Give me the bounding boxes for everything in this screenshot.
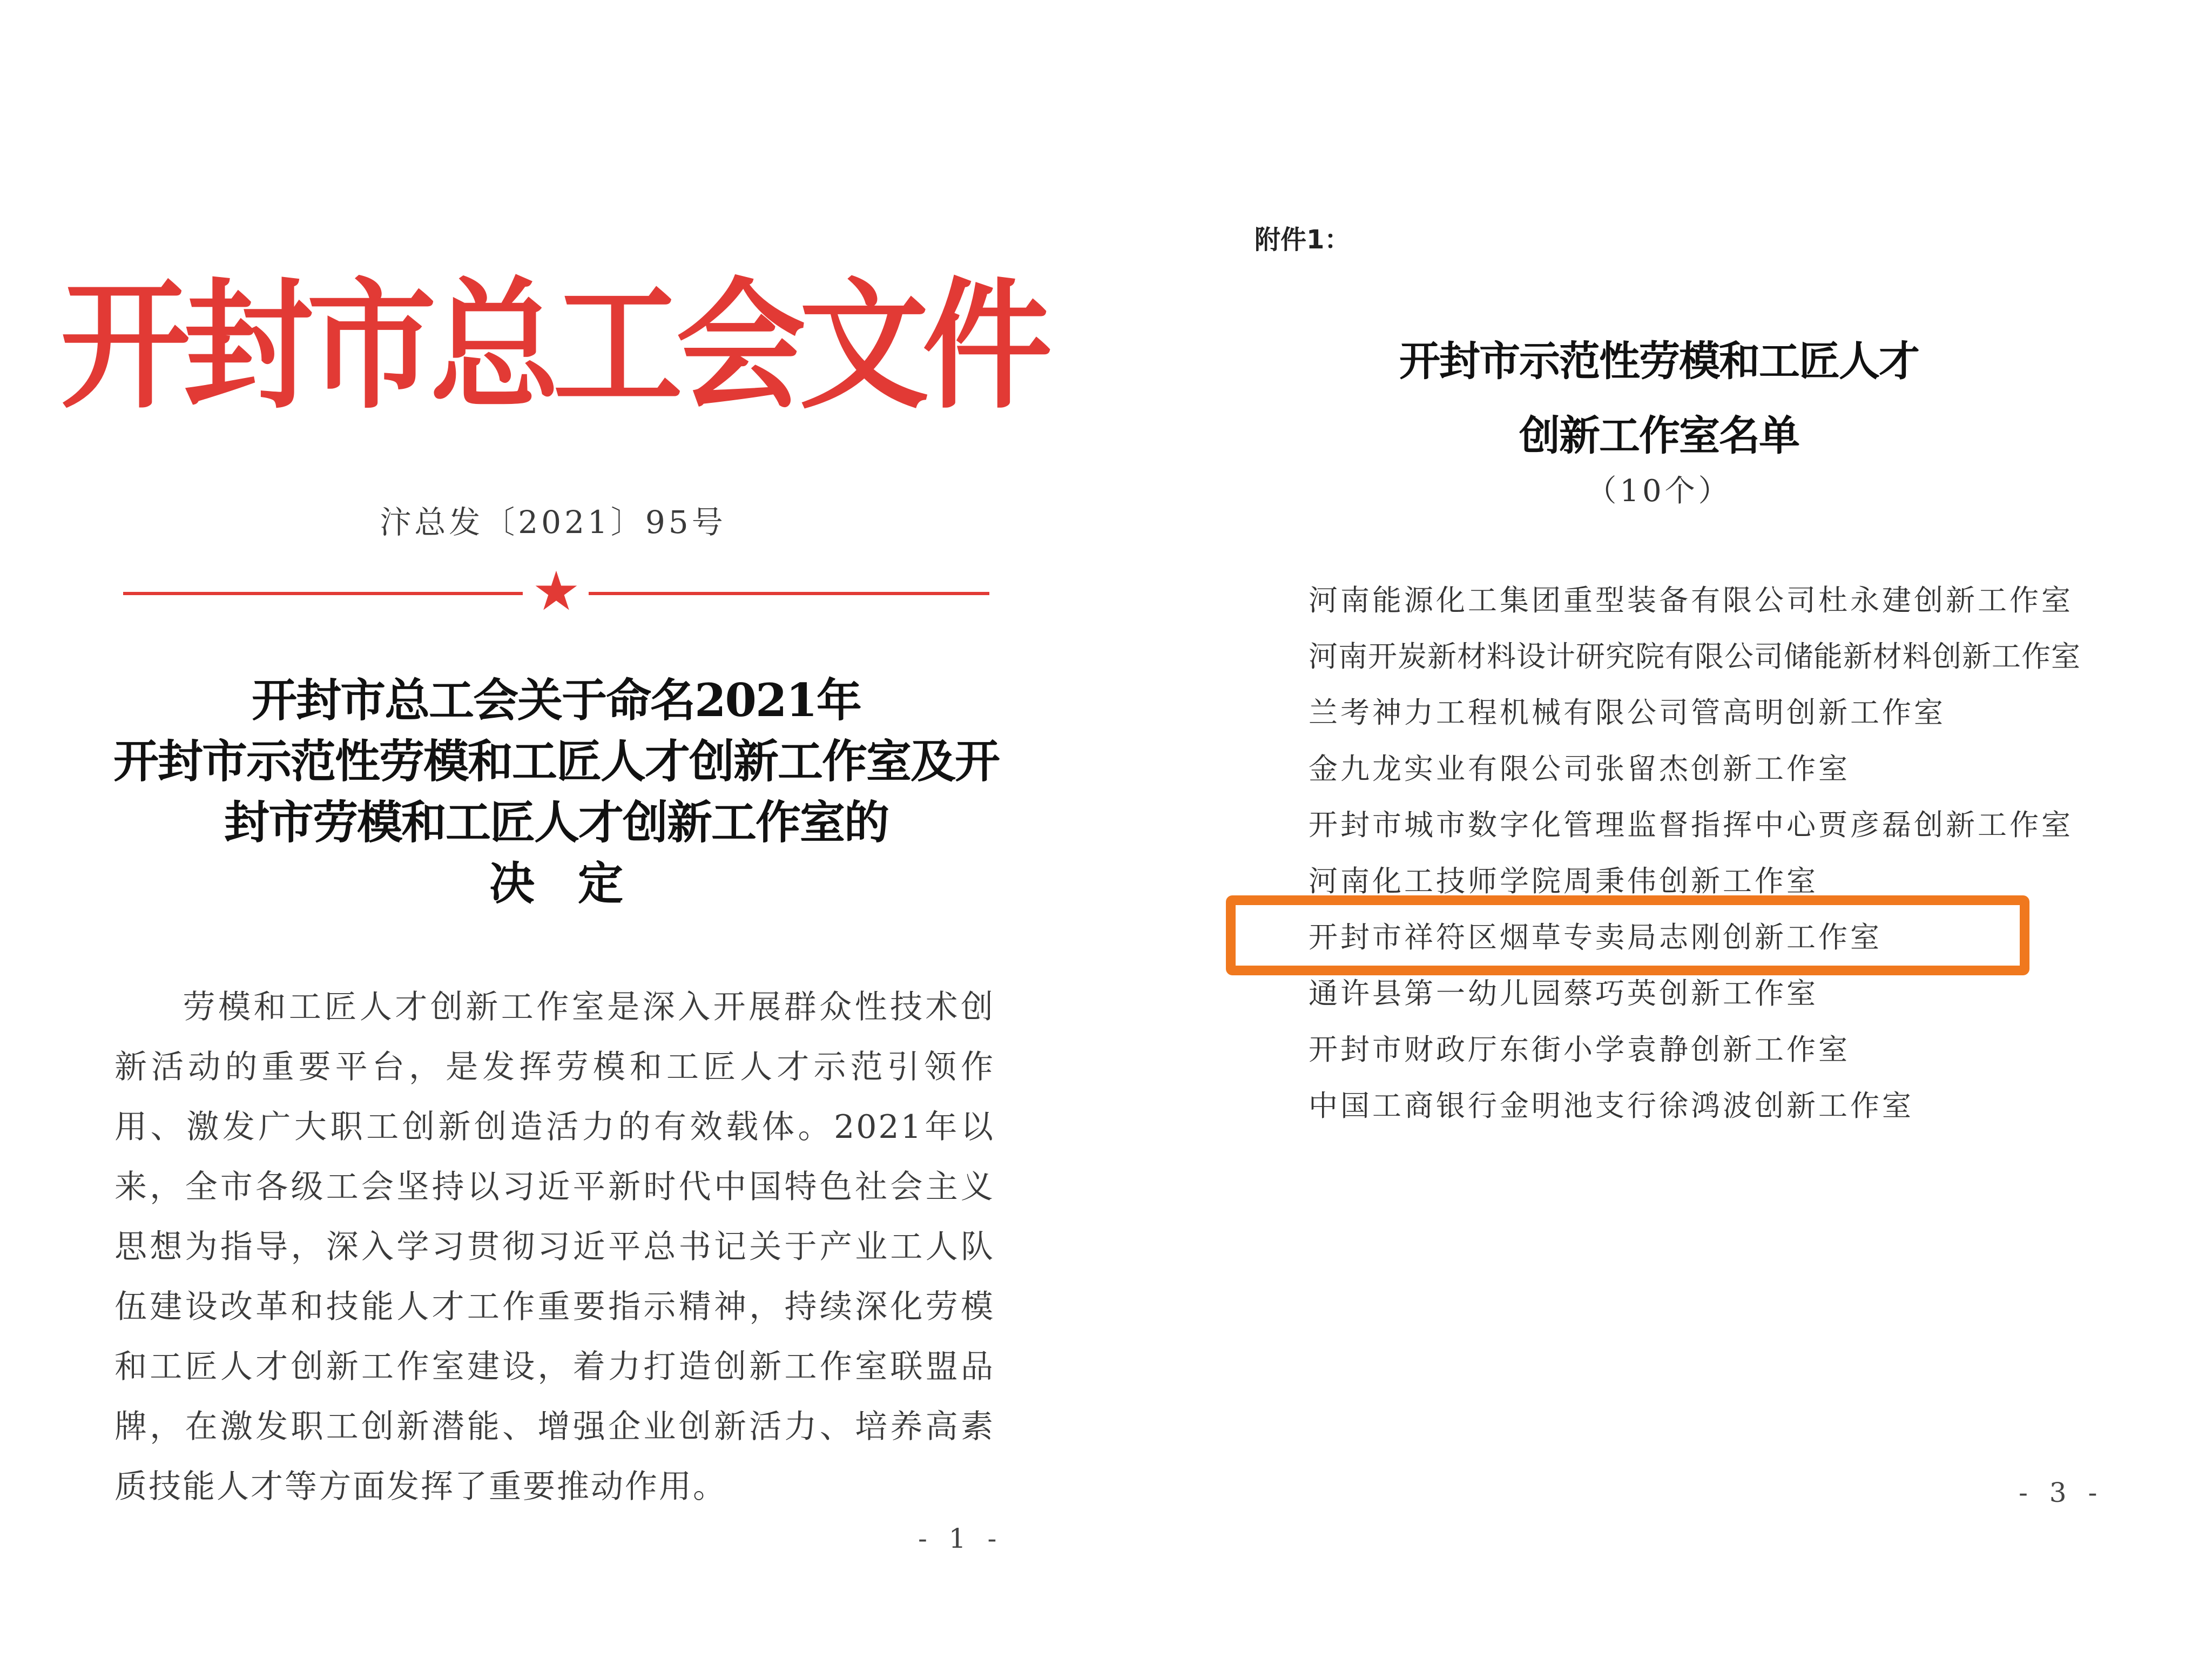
title-line: 开封市示范性劳模和工匠人才创新工作室及开 xyxy=(113,734,999,788)
list-count: （10个） xyxy=(1586,474,1732,509)
list-title xyxy=(1106,324,2212,473)
page-number: - 1 - xyxy=(918,1523,1003,1554)
attachment-label: 附件1： xyxy=(1255,225,1351,255)
list-item: 河南能源化工集团重型装备有限公司杜永建创新工作室 xyxy=(1309,583,2073,617)
list-item: 河南开炭新材料设计研究院有限公司储能新材料创新工作室 xyxy=(1309,639,2081,673)
highlight-box xyxy=(1226,895,2029,975)
document-header: 开封市总工会文件 xyxy=(60,263,1046,428)
list-title-line: 创新工作室名单 xyxy=(1519,412,1799,460)
list-item: 河南化工技师学院周秉伟创新工作室 xyxy=(1309,864,1818,898)
red-divider-left xyxy=(123,592,523,595)
list-item: 开封市城市数字化管理监督指挥中心贾彦磊创新工作室 xyxy=(1309,808,2073,842)
title-line: 开封市总工会关于命名2021年 xyxy=(252,673,861,727)
page-number: - 3 - xyxy=(2019,1477,2104,1508)
title-line: 封市劳模和工匠人才创新工作室的 xyxy=(224,795,888,849)
document-page-3 xyxy=(1106,0,2212,1659)
body-paragraph-text: 劳模和工匠人才创新工作室是深入开展群众性技术创新活动的重要平台，是发挥劳模和工匠人才示范引领作用、激发广大职工创新创造活力的有效载体。2021年以来，全市各级工会坚持以习近平新时代中国特色社会主义思想为指导，深入学习贯彻习近平总书记关于产业工人队伍建设改革和技能人才工作重要指示精神，持续深化劳模和工匠人才创新工作室建设，着力打造创新工作室联盟品牌，在激发职工创新潜能、增强企业创新活力、培养高素质技能人才等方面发挥了重要推动作用。 xyxy=(114,988,995,1506)
document-number: 汴总发〔2021〕95号 xyxy=(380,504,726,541)
document-title xyxy=(81,670,1031,914)
list-title-line: 开封市示范性劳模和工匠人才 xyxy=(1399,337,1919,385)
star-icon: ★ xyxy=(532,559,581,623)
body-paragraph xyxy=(114,977,995,1517)
title-decision: 决定 xyxy=(489,857,666,910)
red-divider-right xyxy=(589,592,989,595)
list-item: 通许县第一幼儿园蔡巧英创新工作室 xyxy=(1309,976,1818,1010)
list-item: 金九龙实业有限公司张留杰创新工作室 xyxy=(1309,752,1850,786)
list-item-highlighted: 开封市祥符区烟草专卖局志刚创新工作室 xyxy=(1309,920,1882,954)
list-item: 兰考神力工程机械有限公司管高明创新工作室 xyxy=(1309,696,1946,730)
list-item: 中国工商银行金明池支行徐鸿波创新工作室 xyxy=(1309,1089,1914,1123)
studio-list xyxy=(1309,572,2119,1134)
list-item: 开封市财政厅东街小学袁静创新工作室 xyxy=(1309,1033,1850,1067)
